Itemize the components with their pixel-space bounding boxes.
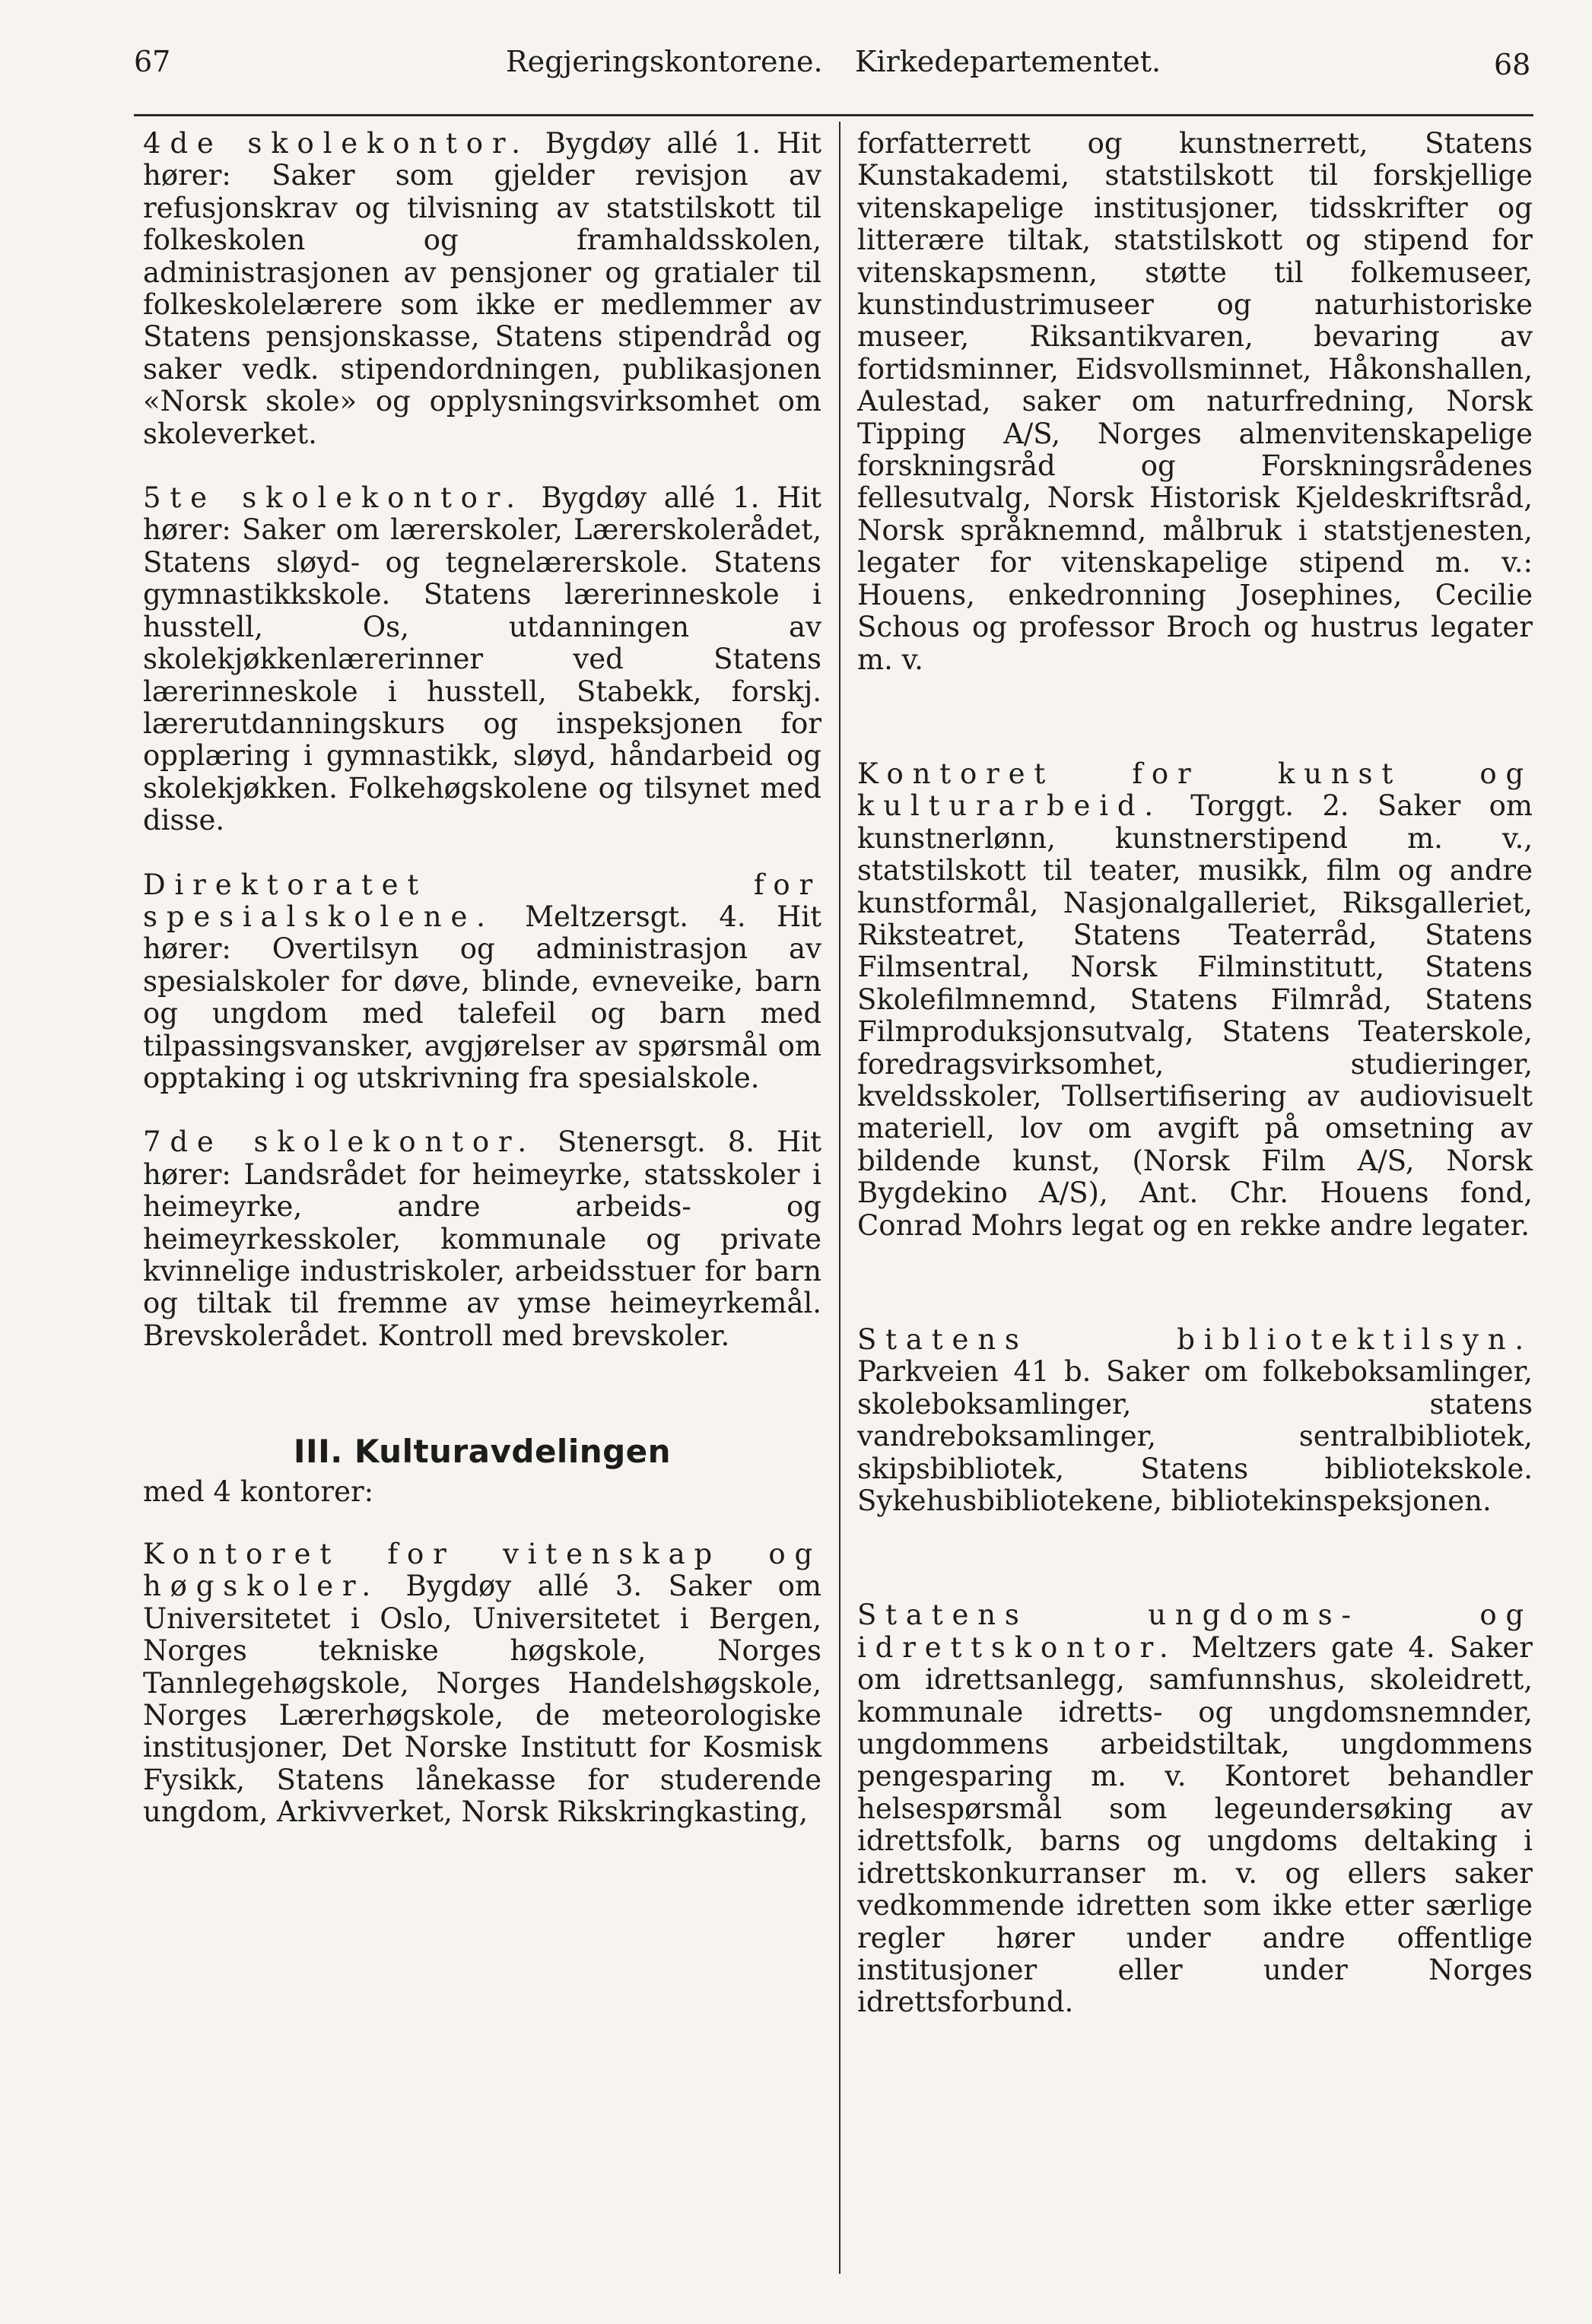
paragraph-bibliotektilsyn xyxy=(857,1324,1533,1517)
section-subtitle: med 4 kontorer: xyxy=(143,1475,374,1508)
paragraph-heading: 7de skolekontor. xyxy=(143,1125,535,1159)
paragraph-5te-skolekontor xyxy=(143,482,821,837)
paragraph-body: Meltzersgt. 4. Hit hører: Overtilsyn og administrasjon av spesialskoler for døve, blinde, evneveike, barn og ungdom med talefeil og barn med tilpassingsvansker, avgjørelser av spørsmål om opptaking i og utskrivning fra spesialskole. xyxy=(143,900,821,1094)
paragraph-body: Bygdøy allé 1. Hit hører: Saker som gjelder revisjon av refusjonskrav og tilvisning av statstilskott til folkeskolen og framhaldsskolen, administrasjonen av pensjoner og gratialer til folkeskolelærere som ikke er medlemmer av Statens pensjonskasse, Statens stipendråd og saker vedk. stipendordningen, publikasjonen «Norsk skole» og opplysningsvirksomhet om skoleverket. xyxy=(143,127,821,450)
paragraph-direktoratet-spesialskolene xyxy=(143,869,821,1095)
paragraph-body: Parkveien 41 b. Saker om folkeboksamlinger, skoleboksamlinger, statens vandreboksamlinger, sentralbibliotek, skipsbibliotek, Statens bibliotekskole. Sykehusbibliotekene, bibliotekinspeksjonen. xyxy=(857,1355,1533,1518)
page-number-left: 67 xyxy=(134,45,171,78)
page-number-right: 68 xyxy=(1494,48,1531,81)
paragraph-heading: Direktoratet for spesialskolene. xyxy=(143,868,821,933)
paragraph-heading: Statens ungdoms- og idrettskontor. xyxy=(857,1599,1533,1664)
paragraph-body: Bygdøy allé 1. Hit hører: Saker om lærerskoler, Lærerskolerådet, Statens sløyd- og tegnelærerskole. Statens gymnastikkskole. Statens lærerinneskole i husstell, Os, utdanningen av skolekjøkkenlærerinner ved Statens lærerinneskole i husstell, Stabekk, forskj. lærerutdanningskurs og inspeksjonen for opplæring i gymnastikk, sløyd, håndarbeid og skolekjøkken. Folkehøgskolene og tilsynet med disse. xyxy=(143,481,821,837)
paragraph-heading: Kontoret for vitenskap og høgskoler. xyxy=(143,1538,821,1603)
column-divider xyxy=(839,122,840,2274)
paragraph-ungdoms-idrettskontor xyxy=(857,1599,1533,2018)
left-column xyxy=(143,128,821,1861)
section-title: III. Kulturavdelingen xyxy=(293,1433,672,1471)
paragraph-7de-skolekontor xyxy=(143,1126,821,1352)
paragraph-heading: 4de skolekontor. xyxy=(143,127,529,160)
right-column xyxy=(857,128,1533,2051)
running-title-left: Regjeringskontorene. xyxy=(506,45,823,78)
paragraph-body: Meltzers gate 4. Saker om idrettsanlegg, samfunnshus, skoleidrett, kommunale idretts- og ungdomsnemnder, ungdommens arbeidstiltak, ungdommens pengesparing m. v. Kontoret behandler helsespørsmål som legeundersøking av idrettsfolk, barns og ungdoms deltaking i idrettskonkurranser m. v. og ellers saker vedkommende idretten som ikke etter særlige regler hører under andre offentlige institusjoner eller under Norges idrettsforbund. xyxy=(857,1630,1533,2019)
paragraph-continuation xyxy=(857,128,1533,676)
paragraph-kontoret-vitenskap xyxy=(143,1538,821,1829)
paragraph-kontoret-kunst xyxy=(857,758,1533,1242)
paragraph-heading: Statens bibliotektilsyn. xyxy=(857,1323,1533,1356)
paragraph-body: Stenersgt. 8. Hit hører: Landsrådet for heimeyrke, statsskoler i heimeyrke, andre arbeids- og heimeyrkesskoler, kommunale og private kvinnelige industriskoler, arbeidsstuer for barn og tiltak til fremme av ymse heimeyrkemål. Brevskolerådet. Kontroll med brevskoler. xyxy=(143,1125,821,1352)
paragraph-body: Torggt. 2. Saker om kunstnerlønn, kunstnerstipend m. v., statstilskott til teater, musikk, film og andre kunstformål, Nasjonalgalleriet, Riksgalleriet, Riksteatret, Statens Teaterråd, Statens Filmsentral, Norsk Filminstitutt, Statens Skolefilmnemnd, Statens Filmråd, Statens Filmproduksjonsutvalg, Statens Teaterskole, foredragsvirksomhet, studieringer, kveldsskoler, Tollsertifisering av audiovisuelt materiell, lov om avgift på omsetning av bildende kunst, (Norsk Film A/S, Norsk Bygdekino A/S), Ant. Chr. Houens fond, Conrad Mohrs legat og en rekke andre legater. xyxy=(857,789,1533,1242)
header-rule xyxy=(134,114,1533,116)
paragraph-body: Bygdøy allé 3. Saker om Universitetet i Oslo, Universitetet i Bergen, Norges tekniske høgskole, Norges Tannlegehøgskole, Norges Handelshøgskole, Norges Lærerhøgskole, de meteorologiske institusjoner, Det Norske Institutt for Kosmisk Fysikk, Statens lånekasse for studerende ungdom, Arkivverket, Norsk Rikskringkasting, xyxy=(143,1570,821,1829)
paragraph-heading: 5te skolekontor. xyxy=(143,481,524,515)
running-title-right: Kirkedepartementet. xyxy=(855,45,1161,78)
paragraph-heading: Kontoret for kunst og kulturarbeid. xyxy=(857,757,1533,823)
paragraph-4de-skolekontor xyxy=(143,128,821,450)
paragraph-body: forfatterrett og kunstnerrett, Statens Kunstakademi, statstilskott til forskjellige vitenskapelige institusjoner, tidsskrifter og litterære tiltak, statstilskott og stipend for vitenskapsmenn, støtte til folkemuseer, kunstindustrimuseer og naturhistoriske museer, Riksantikvaren, bevaring av fortidsminner, Eidsvollsminnet, Håkonshallen, Aulestad, saker om naturfredning, Norsk Tipping A/S, Norges almenvitenskapelige forskningsråd og Forskningsrådenes fellesutvalg, Norsk Historisk Kjeldeskriftsråd, Norsk språknemnd, målbruk i statstjenesten, legater for vitenskapelige stipend m. v.: Houens, enkedronning Josephines, Cecilie Schous og professor Broch og hustrus legater m. v. xyxy=(857,127,1533,676)
